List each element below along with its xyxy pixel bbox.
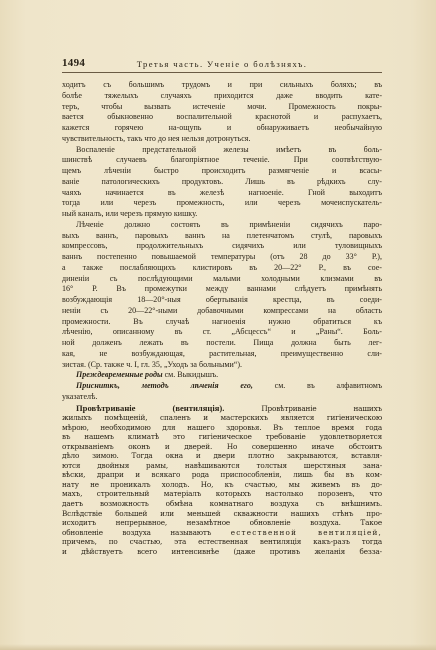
text-line: открыванiемъ оконъ и дверей. Но совершенно иначе обстоитъ	[62, 441, 382, 451]
spaced-term: естественной вентиляцiей,	[230, 527, 382, 537]
text-line: щемъ лѣченiи быстро происходитъ размягченiе и всасы-	[62, 166, 382, 175]
text-line: указателѣ.	[62, 391, 98, 401]
running-head: Третья часть. Ученiе о болѣзняхъ.	[136, 59, 308, 69]
text-line: ваннъ постепенно повышаемой температуры (отъ 28 до 33° Р.),	[62, 252, 382, 261]
text-line: 16° Р. Въ промежутки между ваннами слѣдуетъ примѣнять	[62, 284, 382, 294]
text-line: причемъ, по счастью, эта естественная вентиляцiя какъ-разъ тогда	[62, 537, 382, 547]
header-rule	[62, 72, 382, 73]
text-line: возбуждающiя 18—20°-ныя обертыванiя крестца, въ соеди-	[62, 295, 382, 304]
text-line	[62, 528, 382, 538]
text-line: вается обыкновенно воспалительной краснотой и распухаетъ,	[62, 112, 382, 122]
text-line: Воспаленiе предстательной железы имѣетъ въ боль-	[76, 144, 382, 154]
text-line: теръ, чтобы вызвать истеченiе мочи. Промежность покры-	[62, 101, 382, 111]
paragraph-course	[62, 145, 382, 220]
text-line: компрессовъ, продолжительныхъ сидячихъ или туловищныхъ	[62, 241, 382, 251]
text-line: ходитъ съ большимъ трудомъ и при сильныхъ боляхъ; въ	[62, 80, 382, 89]
text-line: тогда или черезъ промежность, или черезъ мочеиспускатель-	[62, 198, 382, 208]
text-line: мѣрою, необходимою для нашего здоровья. Въ теплое время года	[62, 422, 382, 432]
entry-term: Присниткъ, методъ лѣченiя его,	[76, 381, 253, 390]
text-line	[62, 381, 382, 392]
entry-text: Провѣтриванiе нашихъ	[224, 403, 382, 413]
paragraph-treatment	[62, 220, 382, 371]
text-line: ванiе патологическихъ продуктовъ. Лишь въ рѣдкихъ слу-	[62, 176, 382, 186]
text-line: ненiи съ 20—22°-ными добавочными компрессами на область	[62, 305, 382, 315]
entry-premature-birth	[62, 370, 382, 381]
text-line	[62, 370, 382, 381]
entry-reference: см. въ алфавитномъ	[252, 381, 382, 390]
page-bottom-edge	[0, 644, 436, 650]
entry-ventilation	[62, 404, 382, 557]
text-line: шинствѣ случаевъ благопрiятное теченiе. При соотвѣтствую-	[62, 155, 382, 165]
text-line: ются двойныя рамы, навѣшиваются толстыя шерстяныя зана-	[62, 460, 382, 470]
text-line: ный каналъ, или черезъ прямую кишку.	[62, 209, 198, 218]
text-line: болѣе тяжелыхъ случаяхъ приходится даже вводить кате-	[62, 90, 382, 100]
text-line: а также послабляющихъ клистировъ въ 20—22° Р., въ сое-	[62, 262, 382, 272]
entry-term: Преждевременные роды	[76, 370, 163, 380]
text-line: промежности. Въ случаѣ нагноенiя нужно обратиться къ	[62, 316, 382, 326]
text-line: Лѣченiе должно состоять въ примѣненiи сидячихъ паро-	[76, 219, 382, 229]
paragraph-symptoms	[62, 80, 382, 145]
text-line: кажется горячею на-ощупь и обнаруживаетъ необычайную	[62, 123, 382, 132]
text-line: и дѣйствуетъ всего интенсивнѣе (даже противъ желанiя безза-	[62, 546, 382, 556]
text-line: лѣченiю, описанному въ ст. „Абсцессъ“ и „Раны“. Боль-	[62, 327, 382, 337]
text-line: дѣло зимою. Тогда окна и двери плотно закрываются, вставля-	[62, 451, 382, 461]
text-line: Вслѣдствiе большей или меньшей скважности нашихъ стѣнъ про-	[62, 508, 382, 518]
text-line: жилыхъ помѣщенiй, спаленъ и мастерскихъ является гигiеническою	[62, 413, 382, 423]
text-segment: обновленiе воздуха называютъ	[62, 527, 212, 537]
text-line: зистая. (Ср. также ч. I, гл. 35, „Уходъ за больными“).	[62, 359, 243, 369]
text-line: чаяхъ начинается въ железѣ нагноенiе. Гной выходитъ	[62, 187, 382, 197]
entry-priessnitz	[62, 381, 382, 403]
entry-term: Провѣтриванiе (вентиляцiя).	[76, 403, 225, 413]
page-number: 1494	[62, 57, 86, 69]
text-line: даетъ возможность обмѣна комнатнаго воздуха съ внѣшнимъ.	[62, 498, 382, 508]
text-line: нату не проникалъ холодъ. Но, къ счастью, мы живемъ въ до-	[62, 479, 382, 489]
text-line: въ нашемъ климатѣ это гигiеническое требованiе удовлетворяется	[62, 432, 382, 442]
page-header	[62, 57, 382, 71]
entry-reference: см. Выкидышъ.	[162, 370, 219, 380]
text-line: кая, не возбуждающая, растительная, преимущественно сли-	[62, 348, 382, 358]
text-line: ной долженъ лежать въ постели. Пища должна быть лег-	[62, 338, 382, 347]
text-line: выхъ ваннъ, паровыхъ ваннъ на плетенчатомъ стулѣ, паровыхъ	[62, 230, 382, 240]
text-line: исходитъ непрерывное, незамѣтное обновленiе воздуха. Такое	[62, 518, 382, 528]
text-line	[62, 404, 382, 414]
text-line: махъ, строительный матерiалъ которыхъ настолько порозенъ, что	[62, 489, 382, 499]
text-line: диненiи съ послѣдующими малыми холодными клизмами въ	[62, 273, 382, 283]
page-body	[62, 80, 382, 556]
text-line: вѣски, драпри и всякаго рода приспособленiя, лишь бы въ ком-	[62, 470, 382, 480]
text-line: чувствительность, такъ что до нея нельзя дотронуться.	[62, 133, 251, 143]
